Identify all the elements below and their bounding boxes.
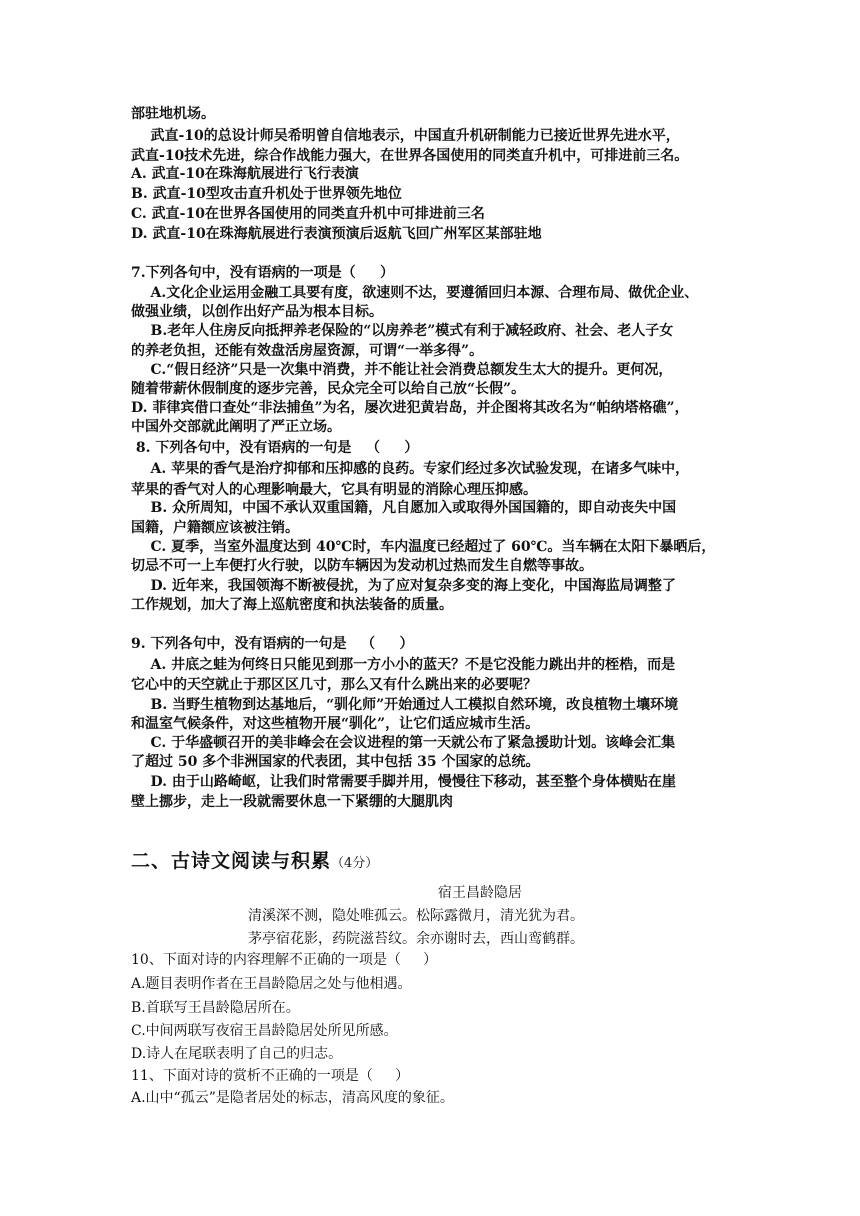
text-line: 和温室气候条件，对这些植物开展“驯化”，让它们适应城市生活。 (131, 716, 540, 732)
option-c: C. 武直-10在世界各国使用的同类直升机中可排进前三名 (131, 206, 485, 222)
question-8-option-b: B. 众所周知，中国不承认双重国籍，凡自愿加入或取得外国国籍的，即自动丧失中国 (131, 500, 677, 516)
question-8-title: 8. 下列各句中，没有语病的一句是 （ ） (131, 440, 419, 456)
question-7-option-b: B.老年人住房反向抵押养老保险的“以房养老”模式有利于减轻政府、社会、老人子女 (131, 323, 674, 339)
option-d: D. 武直-10在珠海航展进行表演预演后返航飞回广州军区某部驻地 (131, 226, 542, 242)
question-7-option-a: A.文化企业运用金融工具要有度，欲速则不达，要遵循回归本源、合理布局、做优企业、 (131, 285, 699, 301)
text-line: 了超过 50 多个非洲国家的代表团，其中包括 35 个国家的总统。 (131, 754, 540, 770)
text-line: 随着带薪休假制度的逐步完善，民众完全可以给自己放“长假”。 (131, 381, 526, 397)
question-10-option-c: C.中间两联写夜宿王昌龄隐居处所见所感。 (131, 1023, 398, 1039)
text-line: 切忌不可一上车便打火行驶，以防车辆因为发动机过热而发生自燃等事故。 (131, 558, 593, 574)
text-line: 它心中的天空就止于那区区几寸，那么又有什么跳出来的必要呢？ (131, 677, 537, 693)
option-b: B. 武直-10型攻击直升机处于世界领先地位 (131, 186, 402, 202)
question-9-option-b: B. 当野生植物到达基地后，“驯化师”开始通过人工模拟自然环境，改良植物土壤环境 (131, 697, 679, 713)
question-10-title: 10、下面对诗的内容理解不正确的一项是（ ） (131, 952, 438, 968)
section-title: 二、古诗文阅读与积累 (131, 850, 332, 872)
section-score: （4分） (331, 856, 379, 871)
question-8-option-d: D. 近年来，我国领海不断被侵扰，为了应对复杂多变的海上变化，中国海监局调整了 (131, 578, 676, 594)
text-line: 工作规划，加大了海上巡航密度和执法装备的质量。 (131, 597, 453, 613)
question-8-option-a: A. 苹果的香气是治疗抑郁和压抑感的良药。专家们经过多次试验发现，在诸多气味中， (131, 461, 690, 477)
question-7-option-c: C.“假日经济”只是一次集中消费，并不能让社会消费总额发生太大的提升。更何况， (131, 362, 673, 378)
text-line: 做强业绩，以创作出好产品为根本目标。 (131, 304, 383, 320)
option-a: A. 武直-10在珠海航展进行飞行表演 (131, 166, 359, 182)
text-line: 部驻地机场。 (131, 106, 215, 122)
poem-line: 清溪深不测，隐处唯孤云。松际露微月，清光犹为君。 (248, 908, 584, 924)
text-line: 国籍，户籍额应该被注销。 (131, 520, 299, 536)
question-9-option-a: A. 井底之蛙为何终日只能见到那一方小小的蓝天？不是它没能力跳出井的桎梏，而是 (131, 657, 676, 673)
text-line: 中国外交部就此阐明了严正立场。 (131, 419, 341, 435)
question-11-option-a: A.山中“孤云”是隐者居处的标志，清高风度的象征。 (131, 1090, 454, 1106)
question-9-option-c: C. 于华盛顿召开的美非峰会在会议进程的第一天就公布了紧急援助计划。该峰会汇集 (131, 735, 676, 751)
text-line: 壁上挪步，走上一段就需要休息一下紧绷的大腿肌肉 (131, 794, 453, 810)
question-9-title: 9. 下列各句中，没有语病的一句是 （ ） (131, 636, 414, 652)
question-7-title: 7.下列各句中，没有语病的一项是（ ） (131, 265, 394, 281)
text-line: 苹果的香气对人的心理影响最大，它具有明显的消除心理压抑感。 (131, 482, 537, 498)
question-7-option-d: D. 菲律宾借口查处“非法捕鱼”为名，屡次进犯黄岩岛，并企图将其改名为“帕纳塔格礁”， (131, 400, 689, 416)
poem-line: 茅亭宿花影，药院滋苔纹。余亦谢时去，西山鸾鹤群。 (248, 931, 584, 947)
text-line: 武直-10的总设计师吴希明曾自信地表示，中国直升机研制能力已接近世界先进水平， (131, 128, 680, 144)
question-10-option-b: B.首联写王昌龄隐居所在。 (131, 1000, 300, 1016)
question-10-option-a: A.题目表明作者在王昌龄隐居之处与他相遇。 (131, 976, 412, 992)
question-10-option-d: D.诗人在尾联表明了自己的归志。 (131, 1046, 343, 1062)
question-9-option-d: D. 由于山路崎岖，让我们时常需要手脚并用，慢慢往下移动，甚至整个身体横贴在崖 (131, 774, 676, 790)
poem-title: 宿王昌龄隐居 (438, 885, 522, 901)
question-8-option-c: C. 夏季，当室外温度达到 40℃时，车内温度已经超过了 60℃。当车辆在太阳下暴晒后， (131, 539, 716, 555)
question-11-title: 11、下面对诗的赏析不正确的一项是（ ） (131, 1068, 410, 1084)
section-heading (131, 846, 378, 873)
text-line: 武直-10技术先进，综合作战能力强大，在世界各国使用的同类直升机中，可排进前三名。 (131, 148, 689, 164)
text-line: 的养老负担，还能有效盘活房屋资源，可谓“一举多得”。 (131, 343, 484, 359)
